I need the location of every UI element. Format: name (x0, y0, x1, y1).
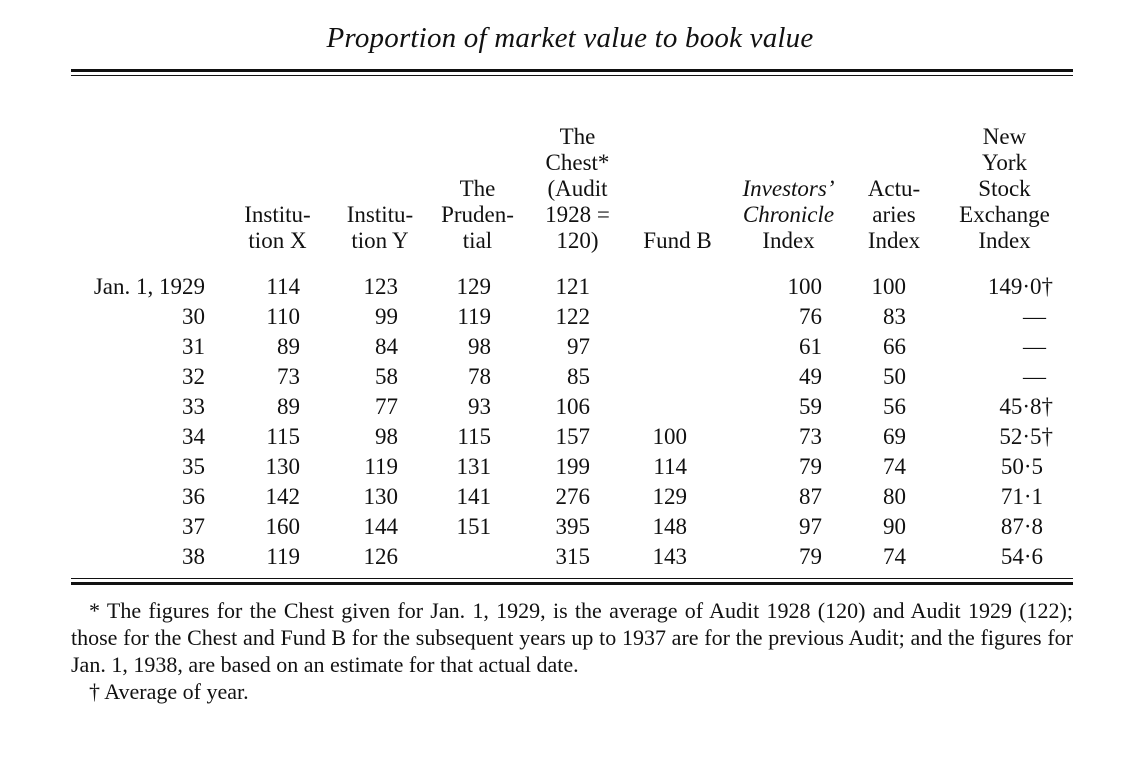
cell: 74 (883, 454, 906, 479)
cell: 119 (364, 454, 398, 479)
cell: 87 (799, 484, 822, 509)
header-line: 1928 = (545, 202, 610, 227)
header-line: tion Y (351, 228, 409, 253)
cell: 115 (457, 424, 491, 449)
header-line: York (982, 150, 1027, 175)
cell: 71·1 (1000, 484, 1043, 509)
row-label: 31 (182, 334, 205, 359)
cell: 45·8† (999, 394, 1053, 419)
header-line: Chest* (545, 150, 610, 175)
cell: 130 (363, 484, 398, 509)
row-label: 38 (182, 544, 205, 569)
cell: 122 (555, 304, 590, 329)
cell: 199 (555, 454, 590, 479)
header-line: Index (978, 228, 1031, 253)
header-fund-b (630, 88, 725, 260)
header-investors-chronicle (725, 88, 852, 260)
cell: 126 (363, 544, 398, 569)
cell: 131 (456, 454, 491, 479)
cell: 142 (265, 484, 300, 509)
cell: 141 (456, 484, 491, 509)
cell: 144 (363, 514, 398, 539)
cell: 114 (653, 454, 687, 479)
data-table (71, 88, 1073, 572)
cell: 74 (883, 544, 906, 569)
cell: 130 (265, 454, 300, 479)
cell (630, 260, 725, 302)
cell: 50 (883, 364, 906, 389)
header-line: Pruden- (441, 202, 514, 227)
header-row (71, 88, 1073, 260)
bottom-rule-thin (71, 578, 1073, 579)
cell: 79 (799, 544, 822, 569)
cell: 129 (456, 274, 491, 299)
row-label: Jan. 1, 1929 (93, 274, 205, 299)
header-line: Institu- (346, 202, 414, 227)
cell: 123 (363, 274, 398, 299)
header-institution-x (225, 88, 330, 260)
cell: 98 (375, 424, 398, 449)
cell: 84 (375, 334, 398, 359)
cell: 114 (266, 274, 300, 299)
header-actuaries (852, 88, 936, 260)
cell: 100 (871, 274, 906, 299)
header-line: (Audit (547, 176, 608, 201)
cell: 148 (652, 514, 687, 539)
cell: 49 (799, 364, 822, 389)
footnote-dagger: † Average of year. (89, 679, 249, 704)
cell: 73 (277, 364, 300, 389)
cell: 52·5† (999, 424, 1053, 449)
cell: 149·0† (987, 274, 1053, 299)
cell: 76 (799, 304, 822, 329)
cell (630, 392, 725, 422)
cell: 151 (456, 514, 491, 539)
cell: 59 (799, 394, 822, 419)
cell: — (1023, 304, 1046, 329)
cell: 121 (555, 274, 590, 299)
cell: — (1023, 364, 1046, 389)
cell: 97 (799, 514, 822, 539)
cell: 106 (555, 394, 590, 419)
header-line: Stock (978, 176, 1031, 201)
cell: 61 (799, 334, 822, 359)
table-row (71, 332, 1073, 362)
cell: 56 (883, 394, 906, 419)
cell: 315 (555, 544, 590, 569)
cell: 89 (277, 334, 300, 359)
header-line: New (982, 124, 1027, 149)
table-title: Proportion of market value to book value (326, 22, 814, 54)
header-chest (525, 88, 630, 260)
cell: 85 (567, 364, 590, 389)
cell: 276 (555, 484, 590, 509)
cell: 78 (468, 364, 491, 389)
cell: 50·5 (1000, 454, 1043, 479)
cell: 97 (567, 334, 590, 359)
bottom-rule-thick (71, 582, 1073, 585)
row-label: 32 (182, 364, 205, 389)
footnote-asterisk: * The figures for the Chest given for Jan. 1, 1929, is the average of Audit 1928 (120) and Audit 1929 (122); those for the Chest and Fund B for the subsequent years up to 1937 are for the previous Audit; and the figures for Jan. 1, 1938, are based on an estimate for that actual date. (71, 598, 1073, 677)
top-rule-thin (71, 75, 1073, 76)
cell: 73 (799, 424, 822, 449)
header-line: tial (462, 228, 493, 253)
header-line: Chronicle (742, 202, 835, 227)
header-institution-y (330, 88, 430, 260)
cell: 119 (266, 544, 300, 569)
row-label: 36 (182, 484, 205, 509)
cell: 129 (652, 484, 687, 509)
cell: 77 (375, 394, 398, 419)
row-label: 33 (182, 394, 205, 419)
table-row (71, 362, 1073, 392)
cell: 79 (799, 454, 822, 479)
cell: 69 (883, 424, 906, 449)
cell (630, 332, 725, 362)
table-row (71, 392, 1073, 422)
table-row (71, 260, 1073, 302)
table-row (71, 422, 1073, 452)
header-line: aries (872, 202, 916, 227)
cell: 66 (883, 334, 906, 359)
table-row (71, 302, 1073, 332)
cell: 58 (375, 364, 398, 389)
cell: 119 (457, 304, 491, 329)
cell: 160 (265, 514, 300, 539)
cell (430, 542, 525, 572)
row-label: 35 (182, 454, 205, 479)
cell: 115 (266, 424, 300, 449)
header-line: Actu- (867, 176, 921, 201)
header-line: The (459, 176, 496, 201)
row-label: 37 (182, 514, 205, 539)
table-row (71, 542, 1073, 572)
header-nyse (936, 88, 1073, 260)
cell: 100 (787, 274, 822, 299)
row-label: 30 (182, 304, 205, 329)
footnotes (71, 597, 1073, 705)
table-row (71, 482, 1073, 512)
cell: 80 (883, 484, 906, 509)
cell: 89 (277, 394, 300, 419)
cell: 100 (652, 424, 687, 449)
cell: 395 (555, 514, 590, 539)
cell: 83 (883, 304, 906, 329)
cell: 54·6 (1000, 544, 1043, 569)
header-line: Index (762, 228, 815, 253)
top-rule-thick (71, 69, 1073, 72)
cell: 110 (266, 304, 300, 329)
row-label: 34 (182, 424, 205, 449)
table-row (71, 452, 1073, 482)
table-row (71, 512, 1073, 542)
cell: 143 (652, 544, 687, 569)
header-line: Investors’ (742, 176, 835, 201)
cell: — (1023, 334, 1046, 359)
cell: 99 (375, 304, 398, 329)
header-line: Index (867, 228, 921, 253)
cell (630, 362, 725, 392)
header-stub (71, 88, 225, 260)
header-line: tion X (248, 228, 307, 253)
header-prudential (430, 88, 525, 260)
cell: 90 (883, 514, 906, 539)
header-line: Fund B (643, 228, 712, 253)
cell: 98 (468, 334, 491, 359)
header-line: The (559, 124, 596, 149)
header-line: 120) (556, 228, 599, 253)
cell: 157 (555, 424, 590, 449)
cell: 87·8 (1000, 514, 1043, 539)
header-line: Institu- (244, 202, 311, 227)
cell (630, 302, 725, 332)
cell: 93 (468, 394, 491, 419)
header-line: Exchange (959, 202, 1050, 227)
